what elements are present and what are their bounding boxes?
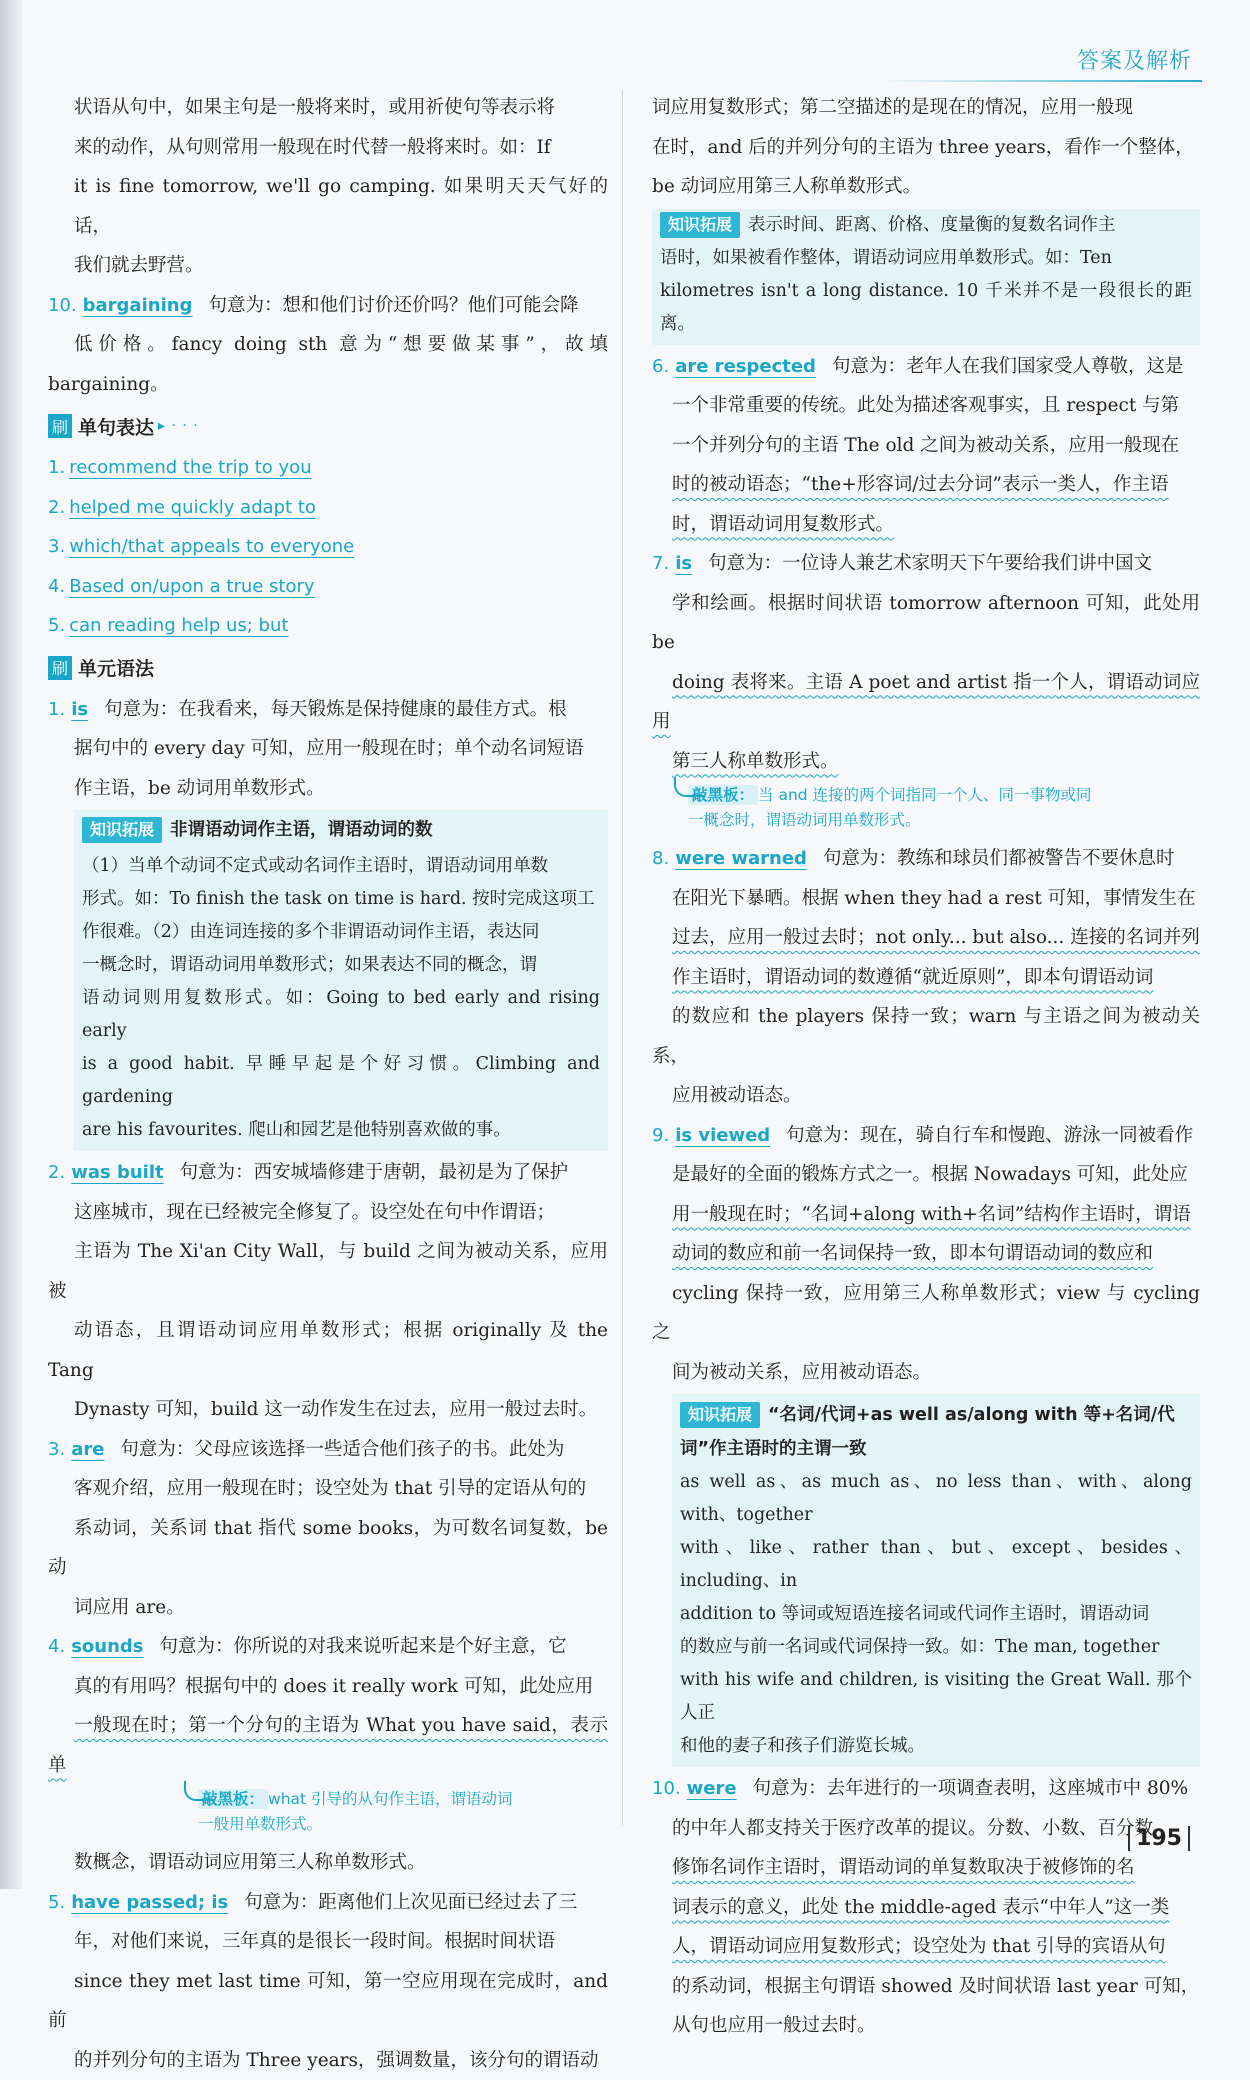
text-line: are his favourites. 爬山和园艺是他特别喜欢做的事。	[82, 1120, 511, 1140]
text-line: 句意为：你所说的对我来说听起来是个好主意，它	[160, 1636, 567, 1657]
answer-text: was built	[71, 1162, 163, 1183]
answer-text: were warned	[675, 848, 807, 869]
text-line: 语时，如果被看作整体，谓语动词应用单数形式。如：Ten	[660, 248, 1112, 268]
text-line: 状语从句中，如果主句是一般将来时，或用祈使句等表示将	[74, 97, 555, 118]
item-number: 3.	[48, 1439, 65, 1460]
answer-text: recommend the trip to you	[69, 457, 311, 478]
text-line: 年，对他们来说，三年真的是很长一段时间。根据时间状语	[48, 1931, 555, 1952]
answer-text: were	[687, 1778, 737, 1799]
answer-text: is viewed	[675, 1125, 770, 1146]
text-line: 的数应和 the players 保持一致；warn 与主语之间为被动关系，	[652, 1006, 1200, 1067]
grammar-item-3	[48, 1430, 608, 1628]
text-line: 的系动词，根据主句谓语 showed 及时间状语 last year 可知，	[652, 1976, 1199, 1997]
note-and-same-concept	[688, 783, 1200, 833]
text-line: 一概念时，谓语动词用单数形式；如果表达不同的概念，谓	[82, 955, 537, 975]
knowledge-body	[680, 1466, 1192, 1763]
text-line: doing 表将来。主语 A poet and artist 指一个人，谓语动词应用	[652, 672, 1200, 733]
grammar-item-5	[48, 1883, 608, 2080]
text-line: 动词的数应和前一名词保持一致，即本句谓语动词的数应和	[652, 1243, 1153, 1264]
sentence-answer-3	[48, 527, 608, 567]
answer-text: are respected	[675, 356, 816, 377]
grammar-item-2	[48, 1153, 608, 1430]
text-line: 作很难。（2）由连词连接的多个非谓语动词作主语，表达同	[82, 922, 539, 942]
text-line: 一般用单数形式。	[198, 1815, 322, 1833]
text-line: 形式。如：To finish the task on time is hard. 按时完成这项工	[82, 889, 595, 909]
text-line: addition to 等词或短语连接名词或代词作主语时，谓语动词	[680, 1604, 1149, 1624]
item-number: 4.	[48, 576, 65, 597]
text-line: 词应用复数形式；第二空描述的是现在的情况，应用一般现	[652, 97, 1133, 118]
text-line: 作主语时，谓语动词的数遵循“就近原则”，即本句谓语动词	[652, 967, 1153, 988]
right-continued-paragraph	[652, 88, 1200, 207]
text-line: 句意为：去年进行的一项调查表明，这座城市中 80%	[753, 1778, 1189, 1799]
section-title: 单元语法	[78, 654, 154, 681]
text-line: 一个非常重要的传统。此处为描述客观事实，且 respect 与第	[652, 395, 1179, 416]
sentence-answer-5	[48, 606, 608, 646]
answer-text: Based on/upon a true story	[69, 576, 314, 597]
grammar-item-4	[48, 1627, 608, 1785]
grammar-item-8	[652, 839, 1200, 1116]
text-line: as well as、as much as、no less than、with、along with、together	[680, 1472, 1192, 1525]
text-line: 系动词，关系词 that 指代 some books，为可数名词复数，be 动	[48, 1518, 608, 1579]
item-number: 5.	[48, 615, 65, 636]
text-line: kilometres isn't a long distance. 10 千米并不是一段很长的距离。	[660, 281, 1192, 334]
text-line: 句意为：教练和球员们都被警告不要休息时	[823, 848, 1175, 869]
section-header-sentence-expression	[48, 406, 608, 446]
section-title: 单句表达	[78, 413, 154, 440]
text-line: is a good habit. 早睡早起是个好习惯。Climbing and gardening	[82, 1054, 600, 1107]
text-line: （1）当单个动词不定式或动名词作主语时，谓语动词用单数	[82, 856, 548, 876]
text-line: Dynasty 可知，build 这一动作发生在过去，应用一般过去时。	[48, 1399, 597, 1420]
knowledge-tag: 知识拓展	[660, 212, 740, 238]
text-line: 应用被动语态。	[652, 1085, 802, 1106]
text-line: 在阳光下暴晒。根据 when they had a rest 可知，事情发生在	[652, 888, 1196, 909]
text-line: 句意为：现在，骑自行车和慢跑、游泳一同被看作	[786, 1125, 1193, 1146]
answer-item-10	[48, 286, 608, 405]
text-line: 在时，and 后的并列分句的主语为 three years，看作一个整体，	[652, 137, 1194, 158]
header-underline	[882, 80, 1202, 82]
text-line: 动语态，且谓语动词应用单数形式；根据 originally 及 the Tang	[48, 1320, 608, 1381]
item-number: 4.	[48, 1636, 65, 1657]
text-line: 的数应与前一名词或代词保持一致。如：The man, together	[680, 1637, 1159, 1657]
grammar-item-1	[48, 690, 608, 809]
knowledge-tag: 知识拓展	[680, 1402, 760, 1428]
answer-text: is	[71, 699, 88, 720]
sentence-answer-1	[48, 448, 608, 488]
text-line: 从句也应用一般过去时。	[652, 2015, 876, 2036]
text-line: 句意为：在我看来，每天锻炼是保持健康的最佳方式。根	[104, 699, 567, 720]
answer-text: helped me quickly adapt to	[69, 497, 316, 518]
grammar-item-4-tail: 数概念，谓语动词应用第三人称单数形式。	[48, 1843, 608, 1883]
text-line: what 引导的从句作主语，谓语动词	[268, 1790, 513, 1808]
book-spine-shadow	[0, 0, 22, 1889]
text-line: 词表示的意义，此处 the middle-aged 表示“中年人”这一类	[652, 1897, 1169, 1918]
text-line: 学和绘画。根据时间状语 tomorrow afternoon 可知，此处用 be	[652, 593, 1200, 654]
text-line: with、like、rather than、but、except、besides、including、in	[680, 1538, 1192, 1591]
knowledge-heading: “名词/代词+as well as/along with 等+名词/代	[768, 1405, 1175, 1425]
text-line: 人，谓语动词应用复数形式；设空处为 that 引导的宾语从句	[652, 1936, 1166, 1957]
header-title: 答案及解析	[1077, 44, 1192, 75]
text-line: 一般现在时；第一个分句的主语为 What you have said，表示单	[48, 1715, 608, 1776]
item-number: 8.	[652, 848, 669, 869]
text-line: 句意为：距离他们上次见面已经过去了三	[244, 1892, 577, 1913]
text-line: since they met last time 可知，第一空应用现在完成时，and 前	[48, 1971, 608, 2032]
answer-text: bargaining	[83, 295, 193, 316]
text-line: 句意为：一位诗人兼艺术家明天下午要给我们讲中国文	[708, 553, 1152, 574]
knowledge-heading: 非谓语动词作主语，谓语动词的数	[170, 820, 433, 840]
text-line: 间为被动关系，应用被动语态。	[652, 1362, 931, 1383]
section-header-unit-grammar	[48, 648, 608, 688]
section-arrow-icon: ▸ · · ·	[158, 418, 199, 434]
text-line: 真的有用吗？根据句中的 does it really work 可知，此处应用	[48, 1676, 593, 1697]
sentence-answer-2	[48, 488, 608, 528]
item-number: 1.	[48, 457, 65, 478]
text-line: 时的被动语态；“the+形容词/过去分词”表示一类人，作主语	[652, 474, 1168, 495]
left-column	[48, 88, 608, 2080]
text-line: it is fine tomorrow, we'll go camping. 如果明天天气好的话，	[74, 176, 608, 237]
text-line: 句意为：想和他们讨价还价吗？他们可能会降	[208, 295, 578, 316]
text-line: with his wife and children, is visiting the Great Wall. 那个人正	[680, 1670, 1192, 1723]
knowledge-box-nonfinite-subject	[74, 810, 608, 1151]
note-tag: 敲黑板：	[198, 1789, 268, 1809]
text-line: 是最好的全面的锻炼方式之一。根据 Nowadays 可知，此处应	[652, 1164, 1188, 1185]
note-tag: 敲黑板：	[688, 785, 758, 805]
grammar-item-6	[652, 347, 1200, 545]
sentence-answer-4	[48, 567, 608, 607]
item-number: 10.	[652, 1778, 681, 1799]
section-badge: 刷	[48, 414, 72, 438]
item-number: 10.	[48, 295, 77, 316]
item-number: 7.	[652, 553, 669, 574]
item-number: 1.	[48, 699, 65, 720]
text-line: 当 and 连接的两个词指同一个人、同一事物或同	[758, 786, 1092, 804]
text-line: 低价格。fancy doing sth 意为“想要做某事”，故填 bargaining。	[48, 334, 608, 395]
left-continued-paragraph	[48, 88, 608, 286]
answer-text: which/that appeals to everyone	[69, 536, 354, 557]
right-column	[652, 88, 1200, 2046]
text-line: be 动词应用第三人称单数形式。	[652, 176, 921, 197]
answer-text: have passed; is	[71, 1892, 228, 1913]
text-line: 时，谓语动词用复数形式。	[652, 514, 894, 535]
note-what-clause	[198, 1787, 608, 1837]
text-line: 修饰名词作主语时，谓语动词的单复数取决于被修饰的名	[652, 1857, 1135, 1878]
grammar-item-10	[652, 1769, 1200, 2046]
text-line: 这座城市，现在已经被完全修复了。设空处在句中作谓语；	[48, 1202, 555, 1223]
text-line: 词应用 are。	[48, 1597, 185, 1618]
text-line: 句意为：西安城墙修建于唐朝，最初是为了保护	[180, 1162, 569, 1183]
knowledge-body	[660, 209, 1192, 341]
text-line: 一个并列分句的主语 The old 之间为被动关系，应用一般现在	[652, 435, 1179, 456]
text-line: 据句中的 every day 可知，应用一般现在时；单个动名词短语	[48, 738, 584, 759]
item-number: 6.	[652, 356, 669, 377]
column-divider	[622, 90, 623, 1825]
text-line: 和他的妻子和孩子们游览长城。	[680, 1736, 925, 1756]
note-curve-icon	[674, 777, 704, 797]
text-line: 一概念时，谓语动词用单数形式。	[688, 811, 921, 829]
knowledge-box-plural-as-whole	[652, 209, 1200, 345]
section-badge: 刷	[48, 656, 72, 680]
text-line: 我们就去野营。	[74, 255, 204, 276]
text-line: 第三人称单数形式。	[652, 751, 839, 772]
text-line: 主语为 The Xi'an City Wall，与 build 之间为被动关系，应用被	[48, 1241, 608, 1302]
knowledge-tag: 知识拓展	[82, 817, 162, 843]
item-number: 5.	[48, 1892, 65, 1913]
item-number: 2.	[48, 1162, 65, 1183]
text-line: 句意为：老年人在我们国家受人尊敬，这是	[832, 356, 1184, 377]
item-number: 2.	[48, 497, 65, 518]
text-line: 表示时间、距离、价格、度量衡的复数名词作主	[748, 215, 1116, 235]
text-line: 的中年人都支持关于医疗改革的提议。分数、小数、百分数	[652, 1818, 1153, 1839]
item-number: 3.	[48, 536, 65, 557]
text-line: 来的动作，从句则常用一般现在时代替一般将来时。如：If	[74, 137, 551, 158]
text-line: 句意为：父母应该选择一些适合他们孩子的书。此处为	[120, 1439, 564, 1460]
text-line: 过去，应用一般过去时；not only... but also... 连接的名词并列	[652, 927, 1200, 948]
text-line: 用一般现在时；“名词+along with+名词”结构作主语时，谓语	[652, 1204, 1191, 1225]
knowledge-box-as-well-as	[672, 1394, 1200, 1767]
text-line: 客观介绍，应用一般现在时；设空处为 that 引导的定语从句的	[48, 1478, 586, 1499]
grammar-item-9	[652, 1116, 1200, 1393]
answer-text: is	[675, 553, 692, 574]
answer-text: can reading help us; but	[69, 615, 288, 636]
knowledge-heading: 词”作主语时的主谓一致	[680, 1439, 867, 1459]
answer-text: sounds	[71, 1636, 143, 1657]
grammar-item-7	[652, 544, 1200, 781]
text-line: 语动词则用复数形式。如：Going to bed early and rising early	[82, 988, 600, 1041]
note-curve-icon	[184, 1781, 214, 1801]
text-line: 作主语，be 动词用单数形式。	[48, 778, 325, 799]
item-number: 9.	[652, 1125, 669, 1146]
knowledge-body	[82, 850, 600, 1147]
answer-text: are	[71, 1439, 104, 1460]
text-line: 的并列分句的主语为 Three years，强调数量，该分句的谓语动	[48, 2050, 599, 2071]
page-number: 195	[1128, 1826, 1190, 1851]
text-line: cycling 保持一致，应用第三人称单数形式；view 与 cycling 之	[652, 1283, 1200, 1344]
